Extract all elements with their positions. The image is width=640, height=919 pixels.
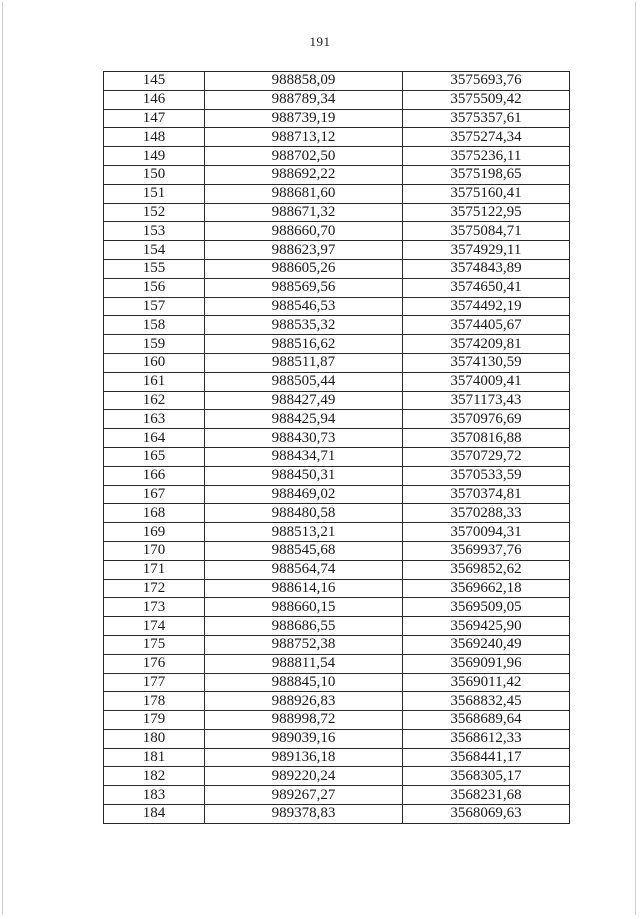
table-row	[104, 222, 570, 241]
x-coordinate-cell: 988425,94	[205, 410, 403, 429]
table-row	[104, 598, 570, 617]
table-row	[104, 90, 570, 109]
point-number-cell: 174	[104, 617, 205, 636]
x-coordinate-cell: 989136,18	[205, 748, 403, 767]
y-coordinate-cell: 3569852,62	[403, 560, 570, 579]
point-number-cell: 183	[104, 786, 205, 805]
point-number-cell: 146	[104, 90, 205, 109]
point-number-cell: 154	[104, 241, 205, 260]
y-coordinate-cell: 3569011,42	[403, 673, 570, 692]
point-number-cell: 175	[104, 635, 205, 654]
table-row	[104, 316, 570, 335]
point-number-cell: 169	[104, 523, 205, 542]
x-coordinate-cell: 988516,62	[205, 335, 403, 354]
y-coordinate-cell: 3575693,76	[403, 72, 570, 91]
coordinates-table-body	[104, 72, 570, 824]
x-coordinate-cell: 988569,56	[205, 278, 403, 297]
table-row	[104, 673, 570, 692]
point-number-cell: 178	[104, 692, 205, 711]
y-coordinate-cell: 3570374,81	[403, 485, 570, 504]
x-coordinate-cell: 989267,27	[205, 786, 403, 805]
point-number-cell: 150	[104, 165, 205, 184]
x-coordinate-cell: 988811,54	[205, 654, 403, 673]
point-number-cell: 182	[104, 767, 205, 786]
y-coordinate-cell: 3574492,19	[403, 297, 570, 316]
table-row	[104, 203, 570, 222]
y-coordinate-cell: 3569425,90	[403, 617, 570, 636]
x-coordinate-cell: 989220,24	[205, 767, 403, 786]
x-coordinate-cell: 989039,16	[205, 729, 403, 748]
table-row	[104, 391, 570, 410]
y-coordinate-cell: 3570533,59	[403, 466, 570, 485]
table-row	[104, 786, 570, 805]
point-number-cell: 171	[104, 560, 205, 579]
x-coordinate-cell: 988739,19	[205, 109, 403, 128]
point-number-cell: 148	[104, 128, 205, 147]
x-coordinate-cell: 988450,31	[205, 466, 403, 485]
point-number-cell: 153	[104, 222, 205, 241]
table-row	[104, 353, 570, 372]
page-number: 191	[309, 34, 331, 49]
point-number-cell: 163	[104, 410, 205, 429]
point-number-cell: 170	[104, 541, 205, 560]
point-number-cell: 164	[104, 429, 205, 448]
table-row	[104, 165, 570, 184]
table-row	[104, 504, 570, 523]
y-coordinate-cell: 3568832,45	[403, 692, 570, 711]
table-row	[104, 692, 570, 711]
y-coordinate-cell: 3569509,05	[403, 598, 570, 617]
point-number-cell: 156	[104, 278, 205, 297]
point-number-cell: 145	[104, 72, 205, 91]
x-coordinate-cell: 988535,32	[205, 316, 403, 335]
y-coordinate-cell: 3574009,41	[403, 372, 570, 391]
y-coordinate-cell: 3568305,17	[403, 767, 570, 786]
x-coordinate-cell: 988692,22	[205, 165, 403, 184]
x-coordinate-cell: 988660,70	[205, 222, 403, 241]
table-row	[104, 805, 570, 824]
table-row	[104, 711, 570, 730]
y-coordinate-cell: 3575236,11	[403, 147, 570, 166]
y-coordinate-cell: 3575122,95	[403, 203, 570, 222]
table-row	[104, 297, 570, 316]
y-coordinate-cell: 3575357,61	[403, 109, 570, 128]
y-coordinate-cell: 3574843,89	[403, 259, 570, 278]
table-row	[104, 259, 570, 278]
point-number-cell: 160	[104, 353, 205, 372]
x-coordinate-cell: 988546,53	[205, 297, 403, 316]
table-row	[104, 72, 570, 91]
point-number-cell: 166	[104, 466, 205, 485]
y-coordinate-cell: 3570729,72	[403, 447, 570, 466]
point-number-cell: 155	[104, 259, 205, 278]
x-coordinate-cell: 988660,15	[205, 598, 403, 617]
y-coordinate-cell: 3575160,41	[403, 184, 570, 203]
x-coordinate-cell: 988623,97	[205, 241, 403, 260]
y-coordinate-cell: 3570976,69	[403, 410, 570, 429]
table-row	[104, 410, 570, 429]
table-row	[104, 617, 570, 636]
point-number-cell: 180	[104, 729, 205, 748]
table-row	[104, 447, 570, 466]
point-number-cell: 176	[104, 654, 205, 673]
y-coordinate-cell: 3574650,41	[403, 278, 570, 297]
x-coordinate-cell: 988430,73	[205, 429, 403, 448]
table-row	[104, 485, 570, 504]
point-number-cell: 179	[104, 711, 205, 730]
table-row	[104, 147, 570, 166]
table-row	[104, 729, 570, 748]
point-number-cell: 151	[104, 184, 205, 203]
y-coordinate-cell: 3568231,68	[403, 786, 570, 805]
y-coordinate-cell: 3568689,64	[403, 711, 570, 730]
point-number-cell: 161	[104, 372, 205, 391]
x-coordinate-cell: 988998,72	[205, 711, 403, 730]
table-row	[104, 241, 570, 260]
point-number-cell: 165	[104, 447, 205, 466]
x-coordinate-cell: 988513,21	[205, 523, 403, 542]
y-coordinate-cell: 3570288,33	[403, 504, 570, 523]
y-coordinate-cell: 3568069,63	[403, 805, 570, 824]
x-coordinate-cell: 988671,32	[205, 203, 403, 222]
x-coordinate-cell: 988789,34	[205, 90, 403, 109]
y-coordinate-cell: 3575198,65	[403, 165, 570, 184]
table-row	[104, 128, 570, 147]
x-coordinate-cell: 988427,49	[205, 391, 403, 410]
point-number-cell: 152	[104, 203, 205, 222]
y-coordinate-cell: 3570094,31	[403, 523, 570, 542]
x-coordinate-cell: 988614,16	[205, 579, 403, 598]
x-coordinate-cell: 988858,09	[205, 72, 403, 91]
point-number-cell: 157	[104, 297, 205, 316]
y-coordinate-cell: 3574209,81	[403, 335, 570, 354]
point-number-cell: 172	[104, 579, 205, 598]
table-row	[104, 372, 570, 391]
y-coordinate-cell: 3574130,59	[403, 353, 570, 372]
point-number-cell: 168	[104, 504, 205, 523]
y-coordinate-cell: 3569662,18	[403, 579, 570, 598]
x-coordinate-cell: 989378,83	[205, 805, 403, 824]
table-row	[104, 466, 570, 485]
x-coordinate-cell: 988605,26	[205, 259, 403, 278]
point-number-cell: 149	[104, 147, 205, 166]
table-row	[104, 429, 570, 448]
y-coordinate-cell: 3575274,34	[403, 128, 570, 147]
x-coordinate-cell: 988926,83	[205, 692, 403, 711]
table-row	[104, 278, 570, 297]
y-coordinate-cell: 3574405,67	[403, 316, 570, 335]
point-number-cell: 147	[104, 109, 205, 128]
y-coordinate-cell: 3575509,42	[403, 90, 570, 109]
table-row	[104, 767, 570, 786]
y-coordinate-cell: 3568441,17	[403, 748, 570, 767]
y-coordinate-cell: 3569240,49	[403, 635, 570, 654]
y-coordinate-cell: 3575084,71	[403, 222, 570, 241]
point-number-cell: 181	[104, 748, 205, 767]
x-coordinate-cell: 988713,12	[205, 128, 403, 147]
x-coordinate-cell: 988480,58	[205, 504, 403, 523]
table-row	[104, 579, 570, 598]
point-number-cell: 158	[104, 316, 205, 335]
x-coordinate-cell: 988469,02	[205, 485, 403, 504]
x-coordinate-cell: 988545,68	[205, 541, 403, 560]
table-row	[104, 635, 570, 654]
x-coordinate-cell: 988434,71	[205, 447, 403, 466]
table-row	[104, 335, 570, 354]
x-coordinate-cell: 988564,74	[205, 560, 403, 579]
table-row	[104, 541, 570, 560]
table-row	[104, 109, 570, 128]
table-row	[104, 654, 570, 673]
x-coordinate-cell: 988681,60	[205, 184, 403, 203]
x-coordinate-cell: 988702,50	[205, 147, 403, 166]
x-coordinate-cell: 988686,55	[205, 617, 403, 636]
table-row	[104, 748, 570, 767]
y-coordinate-cell: 3574929,11	[403, 241, 570, 260]
point-number-cell: 173	[104, 598, 205, 617]
point-number-cell: 162	[104, 391, 205, 410]
y-coordinate-cell: 3568612,33	[403, 729, 570, 748]
point-number-cell: 159	[104, 335, 205, 354]
point-number-cell: 177	[104, 673, 205, 692]
x-coordinate-cell: 988511,87	[205, 353, 403, 372]
table-row	[104, 560, 570, 579]
coordinates-table	[103, 71, 570, 824]
x-coordinate-cell: 988752,38	[205, 635, 403, 654]
table-row	[104, 184, 570, 203]
x-coordinate-cell: 988505,44	[205, 372, 403, 391]
x-coordinate-cell: 988845,10	[205, 673, 403, 692]
y-coordinate-cell: 3571173,43	[403, 391, 570, 410]
y-coordinate-cell: 3569091,96	[403, 654, 570, 673]
y-coordinate-cell: 3569937,76	[403, 541, 570, 560]
table-row	[104, 523, 570, 542]
y-coordinate-cell: 3570816,88	[403, 429, 570, 448]
point-number-cell: 184	[104, 805, 205, 824]
point-number-cell: 167	[104, 485, 205, 504]
